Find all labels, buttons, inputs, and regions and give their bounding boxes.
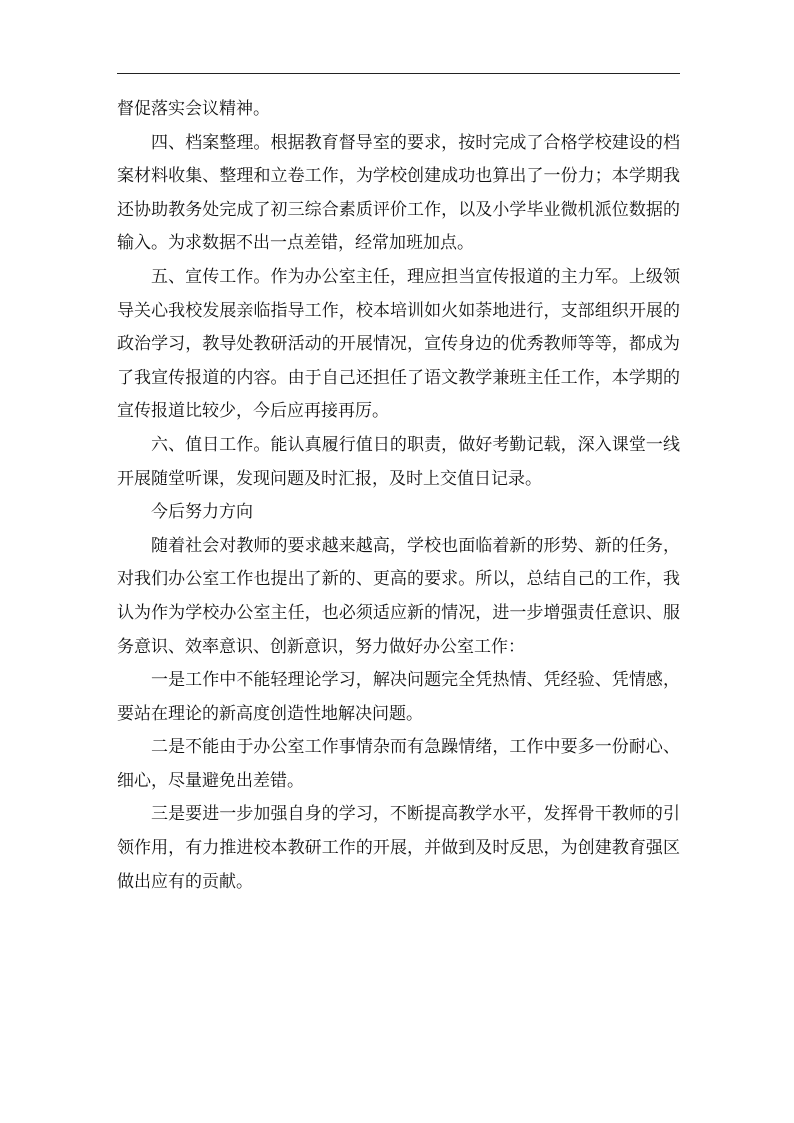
section-heading-future-direction: 今后努力方向 — [151, 502, 253, 523]
paragraph-archive-management: 四、档案整理。根据教育督导室的要求，按时完成了合格学校建设的档案材料收集、整理和立卷工作，为学校创建成功也算出了一份力；本学期我还协助教务处完成了初三综合素质评价工作，以及小学毕业微机派位数据的输入。为求数据不出一点差错，经常加班加点。 — [117, 132, 680, 254]
document-body — [117, 93, 680, 899]
paragraph-publicity-work: 五、宣传工作。作为办公室主任，理应担当宣传报道的主力军。上级领导关心我校发展亲临指导工作，校本培训如火如荼地进行，支部组织开展的政治学习，教导处教研活动的开展情况，宣传身边的优秀教师等等，都成为了我宣传报道的内容。由于自己还担任了语文教学兼班主任工作，本学期的宣传报道比较少，今后应再接再厉。 — [117, 266, 680, 422]
paragraph-point-three: 三是要进一步加强自身的学习，不断提高教学水平，发挥骨干教师的引领作用，有力推进校本教研工作的开展，并做到及时反思，为创建教育强区做出应有的贡献。 — [117, 804, 680, 892]
paragraph-future-intro: 随着社会对教师的要求越来越高，学校也面临着新的形势、新的任务，对我们办公室工作也提出了新的、更高的要求。所以，总结自己的工作，我认为作为学校办公室主任，也必须适应新的情况，进一步增强责任意识、服务意识、效率意识、创新意识，努力做好办公室工作： — [117, 535, 680, 657]
header-rule — [117, 73, 680, 74]
paragraph-continuation: 督促落实会议精神。 — [117, 99, 270, 119]
paragraph-point-one: 一是工作中不能轻理论学习，解决问题完全凭热情、凭经验、凭情感，要站在理论的新高度创造性地解决问题。 — [117, 670, 680, 724]
paragraph-point-two: 二是不能由于办公室工作事情杂而有急躁情绪，工作中要多一份耐心、细心，尽量避免出差错。 — [117, 737, 680, 791]
paragraph-duty-work: 六、值日工作。能认真履行值日的职责，做好考勤记载，深入课堂一线开展随堂听课，发现问题及时汇报，及时上交值日记录。 — [117, 434, 680, 489]
